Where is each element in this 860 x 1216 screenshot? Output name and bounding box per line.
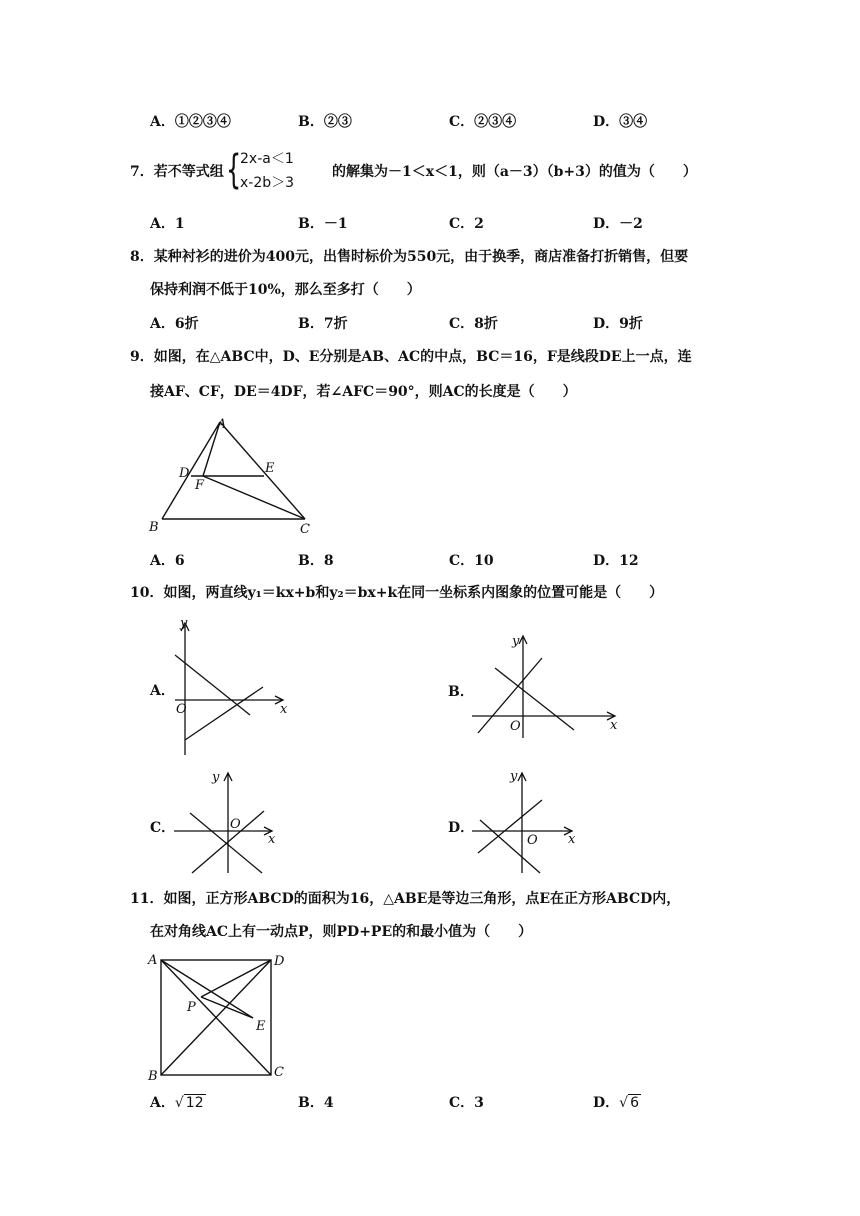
q11-option-b: B．4	[298, 1095, 334, 1111]
q10-d-y-label: y	[510, 769, 518, 784]
q6-option-c: C．②③④	[449, 114, 517, 130]
q7-option-b: B．－1	[298, 216, 348, 232]
q10-option-d-label: D．	[448, 820, 475, 836]
q8-line-1: 8．某种衬衫的进价为400元，出售时标价为550元，由于换季，商店准备打折销售，但要	[130, 249, 689, 265]
q11-option-c: C．3	[449, 1095, 484, 1111]
q7-option-d: D．－2	[593, 216, 643, 232]
q10-a-x-label: x	[280, 702, 288, 717]
q11-label-a: A	[148, 953, 158, 968]
q8-option-b: B．7折	[298, 316, 348, 332]
q10-option-c-label: C．	[150, 820, 176, 836]
q10-option-b-label: B．	[448, 684, 474, 700]
q9-option-c: C．10	[449, 553, 494, 569]
q11-label-p: P	[187, 1000, 196, 1015]
q10-c-origin-label: O	[230, 817, 241, 832]
q11-option-a: A．√ 12	[150, 1095, 204, 1111]
q8-line-2: 保持利润不低于10%，那么至多打（ ）	[150, 282, 421, 298]
q7-inequality-2: x-2b＞3	[240, 175, 295, 191]
q9-option-b: B．8	[298, 553, 334, 569]
q8-option-c: C．8折	[449, 316, 498, 332]
q9-label-b: B	[149, 520, 159, 535]
q10-graph-a	[165, 615, 295, 760]
q7-suffix: 的解集为－1＜x＜1，则（a－3）（b+3）的值为（ ）	[332, 164, 697, 180]
q9-triangle-figure	[140, 412, 330, 537]
q8-option-a: A．6折	[150, 316, 199, 332]
q9-label-d: D	[179, 466, 190, 481]
q11-label-e: E	[256, 1019, 266, 1034]
q10-a-origin-label: O	[176, 702, 187, 717]
q9-label-c: C	[300, 522, 310, 537]
q11-label-c: C	[274, 1065, 284, 1080]
q10-graph-b	[470, 630, 620, 740]
q10-b-x-label: x	[610, 718, 618, 733]
q10-option-a-label: A．	[150, 683, 175, 699]
q7-prefix: 7．若不等式组	[130, 164, 224, 180]
q11-line-2: 在对角线AC上有一动点P，则PD+PE的和最小值为（ ）	[150, 924, 533, 940]
q10-c-y-label: y	[212, 770, 220, 785]
q10-b-y-label: y	[512, 634, 520, 649]
q10-d-x-label: x	[568, 832, 576, 847]
q11-option-d-sqrt: √ 6	[619, 1095, 639, 1111]
q7-option-a: A．1	[150, 216, 185, 232]
q7-brace: {	[226, 147, 242, 193]
q9-line-2: 接AF、CF，DE＝4DF，若∠AFC＝90°，则AC的长度是（ ）	[150, 384, 577, 400]
q6-option-b: B．②③	[298, 114, 352, 130]
q11-label-d: D	[274, 954, 285, 969]
q9-option-d: D．12	[593, 553, 639, 569]
q10-c-x-label: x	[268, 832, 276, 847]
q6-option-a: A．①②③④	[150, 114, 231, 130]
q10-line-1: 10．如图，两直线y₁＝kx+b和y₂＝bx+k在同一坐标系内图象的位置可能是（ ）	[130, 585, 664, 601]
q7-inequality-1: 2x-a＜1	[240, 151, 294, 167]
q11-option-d: D．√ 6	[593, 1095, 639, 1111]
q9-label-e: E	[265, 461, 275, 476]
q7-option-c: C．2	[449, 216, 484, 232]
q8-option-d: D．9折	[593, 316, 643, 332]
q10-graph-d	[470, 765, 585, 875]
q10-graph-c	[172, 765, 287, 875]
q11-label-b: B	[148, 1069, 158, 1084]
q9-label-f: F	[195, 478, 205, 493]
q9-line-1: 9．如图，在△ABC中，D、E分别是AB、AC的中点，BC＝16，F是线段DE上一点，连	[130, 349, 692, 365]
q10-d-origin-label: O	[527, 833, 538, 848]
q6-option-d: D．③④	[593, 114, 648, 130]
q11-square-figure	[143, 950, 298, 1085]
q10-a-y-label: y	[180, 616, 188, 631]
q10-b-origin-label: O	[510, 719, 521, 734]
q9-label-a: A	[217, 417, 227, 432]
q11-line-1: 11．如图，正方形ABCD的面积为16，△ABE是等边三角形，点E在正方形ABCD内，	[130, 891, 681, 907]
q11-option-a-sqrt: √ 12	[174, 1095, 204, 1111]
q9-option-a: A．6	[150, 553, 185, 569]
